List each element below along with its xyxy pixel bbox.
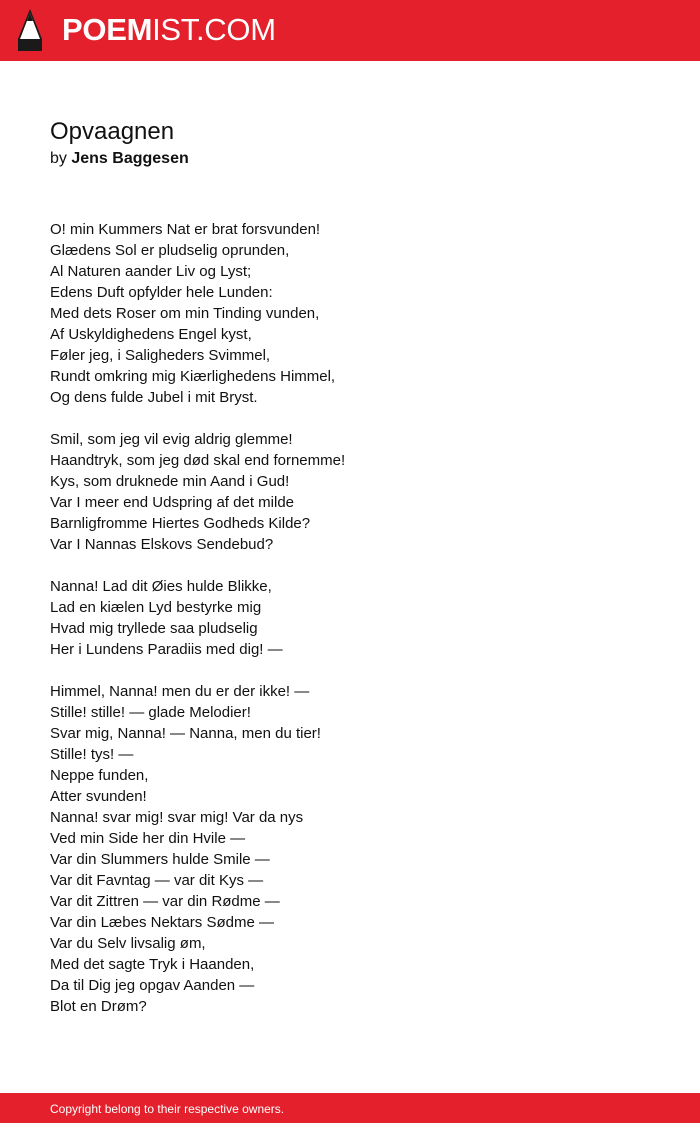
poem-line: Barnligfromme Hiertes Godheds Kilde? [50,515,311,532]
poem-line: Var I Nannas Elskovs Sendebud? [50,536,274,553]
poem-line: Blot en Drøm? [50,998,147,1015]
brand-light: IST.COM [152,12,276,47]
poem-line: Var dit Favntag — var dit Kys — [50,872,264,889]
stanza [50,576,650,660]
poem-line: Var I meer end Udspring af det milde [50,494,295,511]
poem-line: Var din Læbes Nektars Sødme — [50,914,274,931]
poem-line: Stille! stille! — glade Melodier! [50,704,251,721]
poem-line: Og dens fulde Jubel i mit Bryst. [50,389,258,406]
poem-line: Himmel, Nanna! men du er der ikke! — [50,683,310,700]
poem-line: Hvad mig tryllede saa pludselig [50,620,258,637]
poem-line: Edens Duft opfylder hele Lunden: [50,284,273,301]
poem-title: Opvaagnen [50,118,175,145]
poem-line: Neppe funden, [50,767,149,784]
poem-line: O! min Kummers Nat er brat forsvunden! [50,221,321,238]
poem-line: Nanna! svar mig! svar mig! Var da nys [50,809,304,826]
poem-line: Stille! tys! — [50,746,134,763]
poem-heading [50,118,650,169]
poem-line: Da til Dig jeg opgav Aanden — [50,977,255,994]
author-name: Jens Baggesen [71,150,189,167]
poem-line: Rundt omkring mig Kiærlighedens Himmel, [50,368,336,385]
poem-line: Ved min Side her din Hvile — [50,830,246,847]
by-label: by [50,150,67,167]
copyright-text: Copyright belong to their respective owners. [50,1102,285,1116]
poem-line: Var dit Zittren — var din Rødme — [50,893,280,910]
poem-line: Nanna! Lad dit Øies hulde Blikke, [50,578,272,595]
poem-line: Føler jeg, i Saligheders Svimmel, [50,347,271,364]
poem-line: Med det sagte Tryk i Haanden, [50,956,255,973]
poem-line: Haandtryk, som jeg død skal end fornemme! [50,452,346,469]
poem-line: Af Uskyldighedens Engel kyst, [50,326,252,343]
poem-line: Var din Slummers hulde Smile — [50,851,270,868]
poem-line: Var du Selv livsalig øm, [50,935,206,952]
poem-line: Atter svunden! [50,788,147,805]
poem-line: Smil, som jeg vil evig aldrig glemme! [50,431,293,448]
poem-line: Her i Lundens Paradiis med dig! — [50,641,283,658]
stanza [50,681,650,1017]
poem-line: Med dets Roser om min Tinding vunden, [50,305,320,322]
site-footer [0,1093,700,1123]
stanza [50,429,650,555]
brand-bold: POEM [62,12,153,47]
poem-line: Svar mig, Nanna! — Nanna, men du tier! [50,725,321,742]
poem-line: Al Naturen aander Liv og Lyst; [50,263,252,280]
byline [50,149,650,169]
poem-line: Kys, som druknede min Aand i Gud! [50,473,290,490]
site-header [0,0,700,61]
poem-line: Glædens Sol er pludselig oprunden, [50,242,290,259]
stanza [50,219,650,408]
site-logo-text[interactable] [62,11,276,49]
pencil-tip-icon[interactable] [18,9,42,51]
poem-line: Lad en kiælen Lyd bestyrke mig [50,599,262,616]
poem-body [50,219,650,1038]
